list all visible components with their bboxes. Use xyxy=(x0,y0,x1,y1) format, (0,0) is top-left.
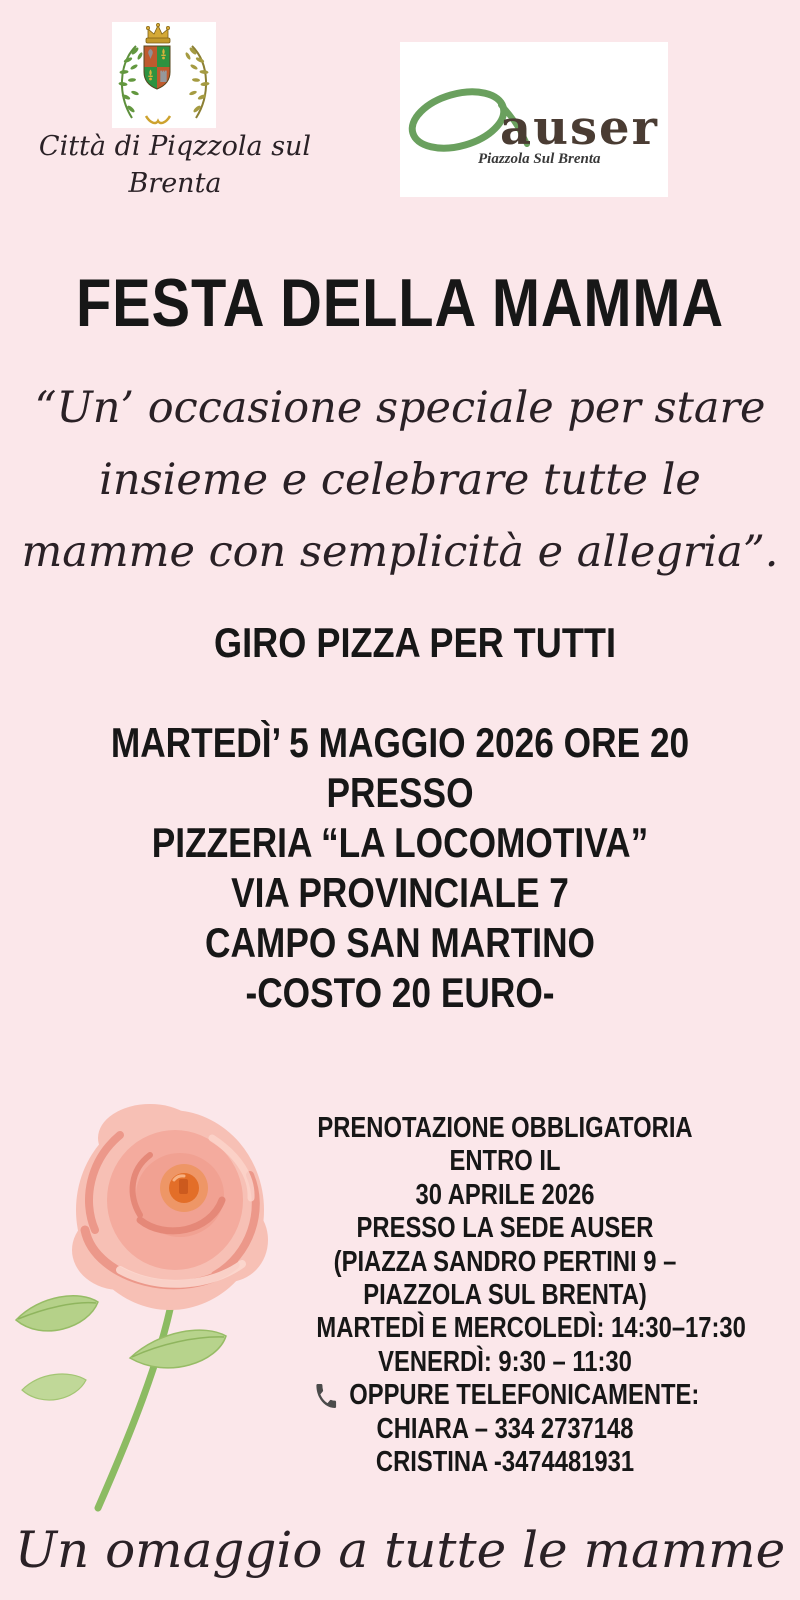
event-cost-line: -COSTO 20 EURO- xyxy=(245,969,555,1016)
contact-cristina: CRISTINA -3474481931 xyxy=(375,1446,635,1479)
rose-flower xyxy=(72,1104,268,1310)
auser-logo xyxy=(400,42,668,197)
auser-brand-text: auser xyxy=(500,100,659,156)
booking-line: PRENOTAZIONE OBBLIGATORIA xyxy=(317,1112,693,1144)
booking-line: PRESSO LA SEDE AUSER xyxy=(356,1212,654,1245)
shield-icon xyxy=(144,46,170,90)
booking-phone-line xyxy=(316,1379,700,1412)
subtitle-giro-pizza: GIRO PIZZA PER TUTTI xyxy=(214,619,616,666)
contact-chiara: CHIARA – 334 2737148 xyxy=(376,1412,634,1445)
booking-phone-label: OPPURE TELEFONICAMENTE: xyxy=(349,1379,700,1412)
event-presso-line: PRESSO xyxy=(326,769,474,816)
municipality-name xyxy=(10,128,340,202)
municipality-name-line1: Città di Piqzzola sul xyxy=(38,131,312,162)
auser-logo-box xyxy=(400,42,668,197)
crown-icon xyxy=(146,23,170,43)
event-street-line: VIA PROVINCIALE 7 xyxy=(231,869,569,916)
event-date-line: MARTEDÌ’ 5 MAGGIO 2026 ORE 20 xyxy=(110,719,690,766)
rose-stem-and-leaves xyxy=(16,1296,226,1508)
quote-line2: insieme e celebrare tutte le xyxy=(99,455,701,505)
booking-line: PIAZZOLA SUL BRENTA) xyxy=(363,1279,647,1312)
footer-tribute-text: Un omaggio a tutte le mamme xyxy=(14,1521,786,1579)
quote-text xyxy=(0,372,800,588)
municipal-crest-box xyxy=(112,22,216,128)
watercolor-rose-illustration xyxy=(0,1080,300,1520)
page-title: FESTA DELLA MAMMA xyxy=(75,265,725,341)
phone-receiver-icon xyxy=(311,1380,342,1412)
booking-info xyxy=(316,1112,746,1479)
municipal-crest-icon xyxy=(112,22,216,128)
booking-line: (PIAZZA SANDRO PERTINI 9 – xyxy=(333,1245,677,1278)
event-town-line: CAMPO SAN MARTINO xyxy=(204,919,596,966)
municipality-name-line2: Brenta xyxy=(128,168,222,199)
quote-line3: mamme con semplicità e allegria”. xyxy=(21,527,779,577)
booking-line: 30 APRILE 2026 xyxy=(415,1178,595,1211)
event-venue-line: PIZZERIA “LA LOCOMOTIVA” xyxy=(151,819,649,866)
quote-line1: “Un’ occasione speciale per stare xyxy=(34,383,766,433)
booking-hours-line: MARTEDÌ E MERCOLEDÌ: 14:30–17:30 xyxy=(316,1312,746,1345)
auser-location-text: Piazzola Sul Brenta xyxy=(478,151,601,167)
event-details xyxy=(64,718,736,1018)
booking-hours-line: VENERDÌ: 9:30 – 11:30 xyxy=(378,1345,632,1378)
booking-line: ENTRO IL xyxy=(449,1145,561,1178)
